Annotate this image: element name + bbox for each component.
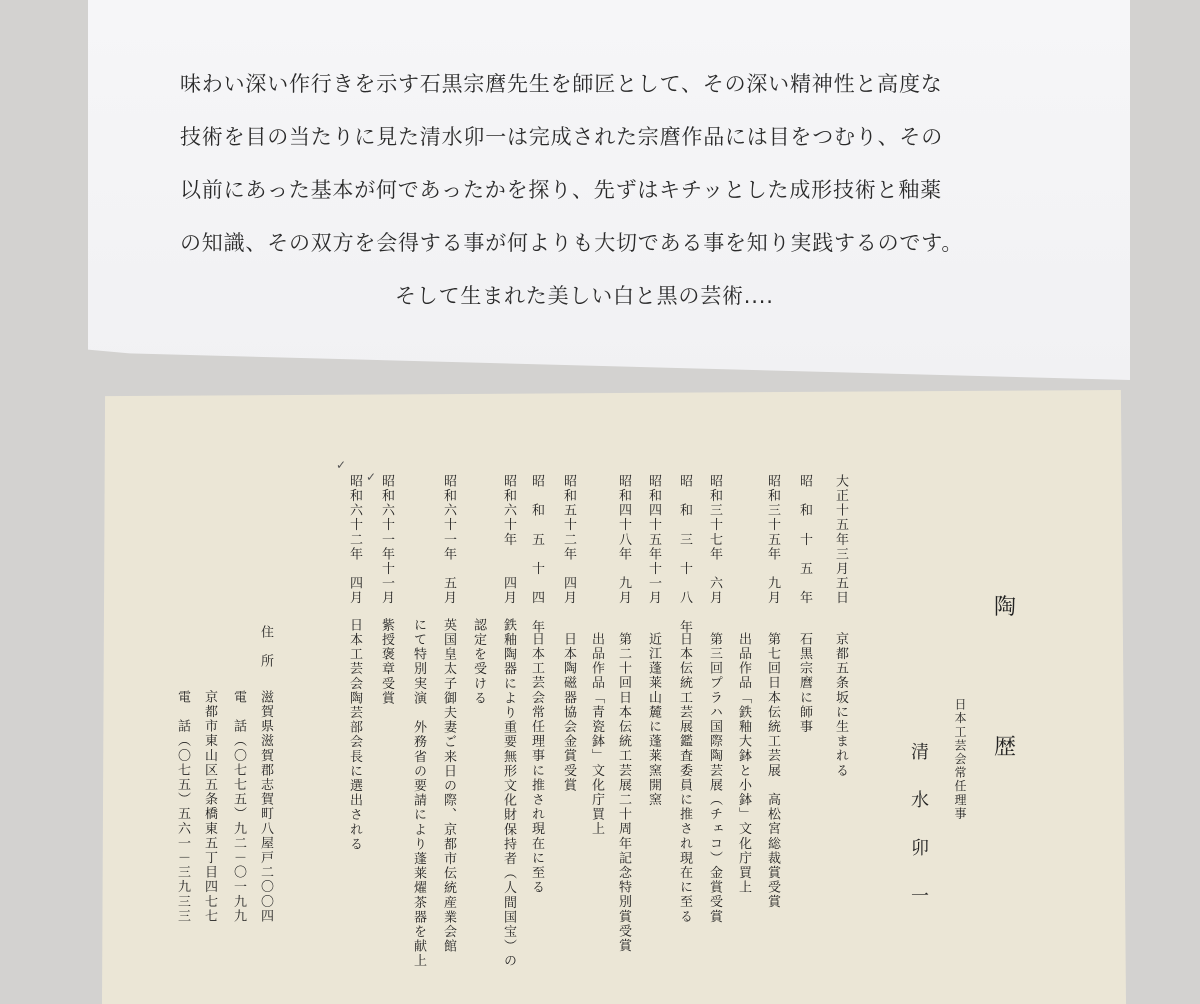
check-mark-icon: ✓ [366, 470, 377, 484]
entry-date: 昭和四十五年十一月 [646, 474, 661, 606]
entry-text: 出品作品「青瓷鉢」文化庁買上 [589, 632, 604, 837]
check-mark-icon: ✓ [336, 458, 347, 472]
address-label: 住 所 [258, 625, 273, 669]
address-phone: 電 話（〇七五）五六一－三九三三 [175, 690, 190, 924]
intro-line: 味わい深い作行きを示す石黒宗麿先生を師匠として、その深い精神性と高度な [180, 72, 943, 96]
entry-text: 第七回日本伝統工芸展 高松宮総裁賞受賞 [765, 632, 780, 910]
address-line: 京都市東山区五条橋東五丁目四七七 [202, 690, 217, 924]
entry-text: 紫授褒章受賞 [379, 618, 394, 706]
affiliation: 日本工芸会常任理事 [953, 698, 967, 821]
intro-text [180, 58, 1040, 323]
intro-line: 以前にあった基本が何であったかを探り、先ずはキチッとした成形技術と釉薬 [180, 178, 942, 202]
entry-text: 日本陶磁器協会金賞受賞 [561, 632, 576, 793]
entry-text: 第三回プラハ国際陶芸展（チェコ）金賞受賞 [707, 632, 722, 924]
entry-text: 京都五条坂に生まれる [833, 632, 848, 778]
entry-text: 日本工芸会陶芸部会長に選出される [347, 618, 362, 852]
career-title-char: 歴 [994, 735, 1017, 760]
entry-date: 昭和三十七年 六月 [707, 474, 722, 606]
entry-text: 近江蓬莱山麓に蓬莱窯開窯 [646, 632, 661, 808]
entry-date: 昭 和 五 十 四 年 [529, 474, 544, 635]
address-phone: 電 話（〇七七五）九二－〇一九九 [231, 690, 246, 924]
entry-text: 英国皇太子御夫妻ご来日の際、京都市伝統産業会館 [441, 618, 456, 954]
entry-text: 石黒宗麿に師事 [797, 632, 812, 735]
intro-line: の知識、その双方を会得する事が何よりも大切である事を知り実践するのです。 [180, 231, 964, 255]
entry-date: 昭和四十八年 九月 [616, 474, 631, 606]
entry-date: 昭和三十五年 九月 [765, 474, 780, 606]
intro-closing-line: そして生まれた美しい白と黒の芸術.... [395, 284, 774, 308]
author-name: 清 水 卯 一 [908, 742, 929, 910]
entry-date: 昭和五十二年 四月 [561, 474, 576, 606]
intro-line: 技術を目の当たりに見た清水卯一は完成された宗麿作品には目をつむり、その [180, 125, 943, 149]
entry-date: 昭和六十一年 五月 [441, 474, 456, 606]
address-line: 滋賀県滋賀郡志賀町八屋戸二〇〇四 [258, 690, 273, 924]
entry-text: 出品作品「鉄釉大鉢と小鉢」文化庁買上 [736, 632, 751, 895]
entry-text: 認定を受ける [471, 618, 486, 706]
entry-date: 昭和六十一年十一月 [379, 474, 394, 606]
entry-date: 昭和六十二年 四月 [347, 474, 362, 606]
career-sheet [102, 390, 1126, 1004]
entry-text: にて特別実演 外務省の要請により蓬莱燿茶器を献上 [411, 618, 426, 969]
entry-text: 第二十回日本伝統工芸展二十周年記念特別賞受賞 [616, 632, 631, 954]
entry-text: 日本工芸会常任理事に推され現在に至る [529, 632, 544, 895]
entry-date: 昭 和 三 十 八 年 [677, 474, 692, 635]
entry-date: 大正十五年三月五日 [833, 474, 848, 606]
career-title-char: 陶 [994, 595, 1017, 620]
entry-text: 鉄釉陶器により重要無形文化財保持者（人間国宝）の [501, 618, 516, 969]
entry-date: 昭和六十年 四月 [501, 474, 516, 606]
entry-text: 日本伝統工芸展鑑査委員に推され現在に至る [677, 632, 692, 924]
entry-date: 昭 和 十 五 年 [797, 474, 812, 606]
